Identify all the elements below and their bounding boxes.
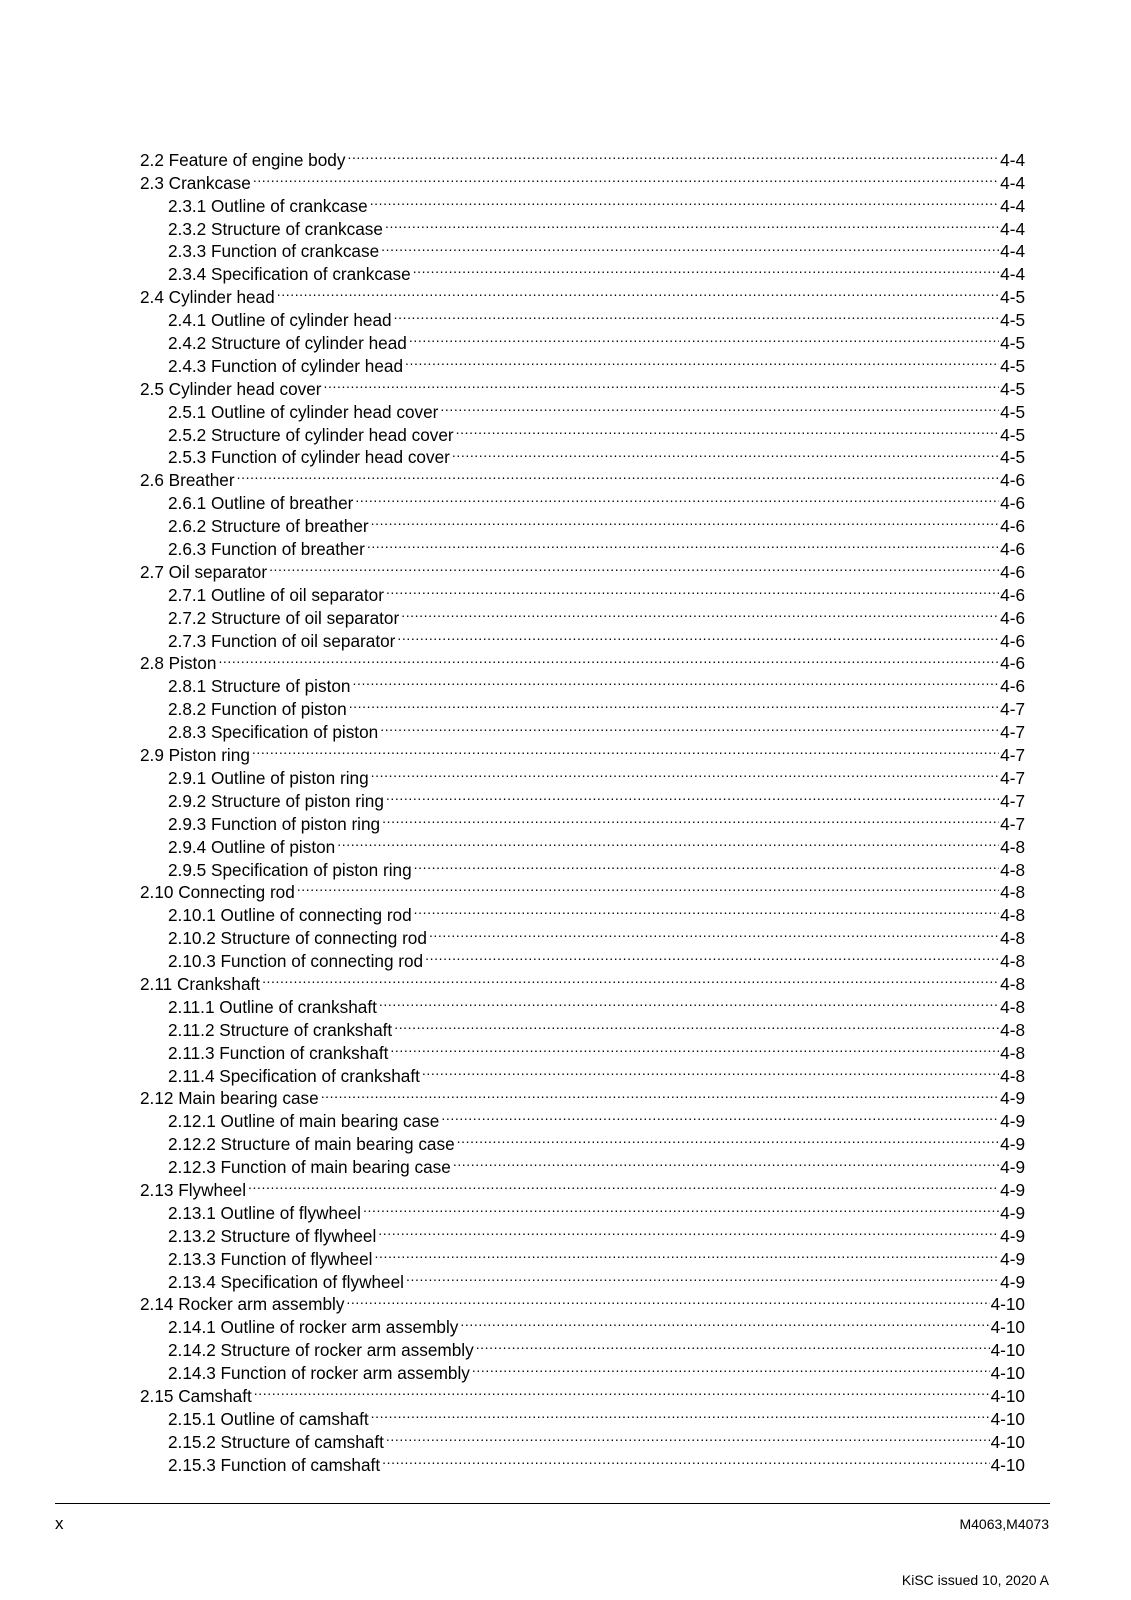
dot-leader — [386, 578, 999, 601]
dot-leader — [385, 212, 999, 235]
dot-leader — [337, 830, 999, 853]
toc-entry-page: 4-4 — [1000, 264, 1025, 285]
toc-entry-title: 2.9 Piston ring — [140, 745, 250, 766]
dot-leader — [382, 807, 999, 830]
toc-entry-title: 2.6 Breather — [140, 470, 235, 491]
toc-entry-title: 2.13.4 Specification of flywheel — [168, 1271, 404, 1292]
toc-entry-title: 2.5.1 Outline of cylinder head cover — [168, 401, 439, 422]
toc-entry-page: 4-6 — [1000, 516, 1025, 537]
dot-leader — [460, 1310, 989, 1333]
dot-leader — [352, 669, 999, 692]
toc-entry-title: 2.5.3 Function of cylinder head cover — [168, 447, 450, 468]
toc-entry-page: 4-6 — [1000, 676, 1025, 697]
toc-entry[interactable] — [140, 990, 1025, 1017]
dot-leader — [321, 1082, 999, 1105]
toc-entry-title: 2.13.3 Function of flywheel — [168, 1248, 373, 1269]
toc-entry-page: 4-10 — [990, 1385, 1025, 1406]
toc-entry[interactable] — [140, 143, 1025, 170]
toc-entry-page: 4-9 — [1000, 1157, 1025, 1178]
dot-leader — [422, 1059, 999, 1082]
toc-entry-page: 4-9 — [1000, 1179, 1025, 1200]
dot-leader — [401, 601, 999, 624]
dot-leader — [441, 1104, 999, 1127]
dot-leader — [349, 692, 999, 715]
toc-entry-page: 4-8 — [1000, 859, 1025, 880]
toc-entry-title: 2.6.1 Outline of breather — [168, 493, 354, 514]
dot-leader — [297, 876, 999, 899]
toc-entry[interactable] — [140, 463, 1025, 491]
toc-entry[interactable] — [140, 647, 1025, 674]
toc-entry-title: 2.11.1 Outline of crankshaft — [168, 996, 377, 1017]
toc-entry-title: 2.8.2 Function of piston — [168, 699, 347, 720]
dot-leader — [452, 441, 999, 464]
dot-leader — [347, 143, 999, 166]
dot-leader — [457, 1127, 1000, 1150]
toc-entry-title: 2.15.2 Structure of camshaft — [168, 1431, 384, 1452]
toc-entry-page: 4-10 — [990, 1408, 1025, 1429]
dot-leader — [370, 189, 999, 212]
dot-leader — [378, 1219, 999, 1242]
toc-entry-title: 2.15.1 Outline of camshaft — [168, 1408, 369, 1429]
dot-leader — [371, 761, 1000, 784]
toc-entry-title: 2.5.2 Structure of cylinder head cover — [168, 424, 454, 445]
toc-entry-page: 4-10 — [990, 1340, 1025, 1361]
toc-entry-page: 4-8 — [1000, 836, 1025, 857]
dot-leader — [355, 486, 999, 509]
toc-entry-title: 2.13.1 Outline of flywheel — [168, 1202, 361, 1223]
toc-entry-page: 4-4 — [1000, 149, 1025, 170]
dot-leader — [262, 967, 999, 990]
toc-entry-page: 4-10 — [990, 1454, 1025, 1475]
toc-entry-page: 4-9 — [1000, 1134, 1025, 1155]
dot-leader — [371, 509, 1000, 532]
toc-entry-title: 2.3.1 Outline of crankcase — [168, 195, 368, 216]
toc-entry-page: 4-7 — [1000, 813, 1025, 834]
toc-entry-title: 2.2 Feature of engine body — [140, 149, 346, 170]
toc-entry-title: 2.10.3 Function of connecting rod — [168, 951, 424, 972]
toc-entry-title: 2.14 Rocker arm assembly — [140, 1294, 345, 1315]
toc-entry-page: 4-6 — [1000, 584, 1025, 605]
toc-entry-page: 4-8 — [1000, 1019, 1025, 1040]
toc-entry-title: 2.3.4 Specification of crankcase — [168, 264, 411, 285]
toc-entry-title: 2.6.3 Function of breather — [168, 539, 365, 560]
dot-leader — [252, 738, 999, 761]
toc-entry-page: 4-5 — [1000, 401, 1025, 422]
toc-entry-title: 2.14.1 Outline of rocker arm assembly — [168, 1317, 459, 1338]
toc-entry-title: 2.7.3 Function of oil separator — [168, 630, 396, 651]
toc-entry-title: 2.13.2 Structure of flywheel — [168, 1225, 377, 1246]
dot-leader — [472, 1356, 990, 1379]
toc-entry-page: 4-7 — [1000, 722, 1025, 743]
toc-entry-title: 2.11.2 Structure of crankshaft — [168, 1019, 393, 1040]
toc-entry-title: 2.9.3 Function of piston ring — [168, 813, 381, 834]
toc-entry[interactable] — [140, 578, 1025, 605]
dot-leader — [379, 990, 999, 1013]
dot-leader — [405, 349, 999, 372]
toc-entry-page: 4-7 — [1000, 790, 1025, 811]
toc-entry[interactable] — [140, 967, 1025, 994]
toc-entry-title: 2.13 Flywheel — [140, 1179, 247, 1200]
toc-entry-page: 4-9 — [1000, 1248, 1025, 1269]
toc-entry-title: 2.14.3 Function of rocker arm assembly — [168, 1363, 470, 1384]
toc-entry[interactable] — [140, 166, 1025, 193]
toc-entry-page: 4-8 — [1000, 973, 1025, 994]
dot-leader — [390, 1036, 999, 1059]
toc-entry-title: 2.8 Piston — [140, 653, 217, 674]
toc-entry-page: 4-6 — [1000, 470, 1025, 491]
issue-info: KiSC issued 10, 2020 A — [901, 1572, 1049, 1588]
toc-entry-page: 4-10 — [990, 1294, 1025, 1315]
toc-entry-page: 4-6 — [1000, 493, 1025, 514]
toc-entry-title: 2.11.4 Specification of crankshaft — [168, 1065, 420, 1086]
page-number: x — [55, 1514, 64, 1533]
toc-entry-page: 4-5 — [1000, 310, 1025, 331]
dot-leader — [380, 715, 999, 738]
toc-entry-page: 4-10 — [990, 1431, 1025, 1452]
toc-entry-page: 4-8 — [1000, 905, 1025, 926]
toc-entry-title: 2.5 Cylinder head cover — [140, 378, 322, 399]
toc-entry-page: 4-10 — [990, 1363, 1025, 1384]
table-of-contents — [140, 143, 1025, 1475]
toc-entry-page: 4-8 — [1000, 1042, 1025, 1063]
toc-entry-page: 4-4 — [1000, 195, 1025, 216]
toc-entry-page: 4-4 — [1000, 172, 1025, 193]
dot-leader — [413, 257, 999, 280]
dot-leader — [386, 1425, 990, 1448]
toc-entry-title: 2.8.1 Structure of piston — [168, 676, 351, 697]
toc-entry[interactable] — [140, 1173, 1025, 1200]
toc-entry-title: 2.4 Cylinder head — [140, 287, 275, 308]
dot-leader — [218, 647, 999, 670]
toc-entry-title: 2.4.1 Outline of cylinder head — [168, 310, 392, 331]
toc-entry-page: 4-5 — [1000, 447, 1025, 468]
toc-entry-page: 4-8 — [1000, 951, 1025, 972]
toc-entry-title: 2.11.3 Function of crankshaft — [168, 1042, 389, 1063]
toc-entry-title: 2.9.1 Outline of piston ring — [168, 767, 369, 788]
toc-entry-page: 4-8 — [1000, 1065, 1025, 1086]
toc-entry-title: 2.12.1 Outline of main bearing case — [168, 1111, 440, 1132]
toc-entry-page: 4-6 — [1000, 607, 1025, 628]
toc-entry-title: 2.9.4 Outline of piston — [168, 836, 336, 857]
dot-leader — [237, 463, 1000, 486]
toc-entry-title: 2.10.1 Outline of connecting rod — [168, 905, 412, 926]
toc-entry-page: 4-5 — [1000, 378, 1025, 399]
dot-leader — [414, 898, 1000, 921]
toc-entry-title: 2.12.2 Structure of main bearing case — [168, 1134, 455, 1155]
toc-entry-title: 2.10.2 Structure of connecting rod — [168, 928, 427, 949]
toc-entry-page: 4-9 — [1000, 1271, 1025, 1292]
toc-entry-title: 2.12 Main bearing case — [140, 1088, 319, 1109]
toc-entry-page: 4-6 — [1000, 539, 1025, 560]
toc-entry-page: 4-6 — [1000, 561, 1025, 582]
dot-leader — [406, 1265, 999, 1288]
toc-entry-page: 4-10 — [990, 1317, 1025, 1338]
dot-leader — [324, 372, 1000, 395]
dot-leader — [367, 532, 999, 555]
dot-leader — [397, 624, 999, 647]
dot-leader — [371, 1402, 990, 1425]
toc-entry-page: 4-7 — [1000, 745, 1025, 766]
dot-leader — [429, 921, 999, 944]
dot-leader — [440, 395, 999, 418]
toc-entry[interactable] — [140, 669, 1025, 697]
toc-entry-title: 2.7.1 Outline of oil separator — [168, 584, 384, 605]
toc-entry-page: 4-6 — [1000, 630, 1025, 651]
dot-leader — [382, 1448, 989, 1471]
toc-entry-page: 4-7 — [1000, 699, 1025, 720]
toc-entry[interactable] — [140, 1196, 1025, 1223]
toc-entry-page: 4-6 — [1000, 653, 1025, 674]
dot-leader — [394, 1013, 999, 1036]
dot-leader — [254, 1379, 990, 1402]
toc-entry-page: 4-8 — [1000, 882, 1025, 903]
footer-divider — [55, 1503, 1050, 1504]
toc-entry-page: 4-5 — [1000, 424, 1025, 445]
dot-leader — [248, 1173, 999, 1196]
dot-leader — [414, 853, 1000, 876]
toc-entry-page: 4-4 — [1000, 218, 1025, 239]
dot-leader — [394, 303, 1000, 326]
toc-entry-page: 4-7 — [1000, 767, 1025, 788]
dot-leader — [476, 1333, 990, 1356]
toc-entry[interactable] — [140, 761, 1025, 788]
toc-entry-title: 2.7.2 Structure of oil separator — [168, 607, 400, 628]
toc-entry-page: 4-4 — [1000, 241, 1025, 262]
toc-entry-title: 2.9.5 Specification of piston ring — [168, 859, 412, 880]
toc-entry[interactable] — [140, 555, 1025, 582]
toc-entry-page: 4-8 — [1000, 928, 1025, 949]
dot-leader — [425, 944, 999, 967]
toc-entry-page: 4-9 — [1000, 1225, 1025, 1246]
toc-entry-title: 2.3.2 Structure of crankcase — [168, 218, 383, 239]
dot-leader — [381, 235, 999, 258]
toc-entry-title: 2.15 Camshaft — [140, 1385, 252, 1406]
toc-entry-page: 4-9 — [1000, 1111, 1025, 1132]
toc-entry[interactable] — [140, 486, 1025, 514]
toc-entry-title: 2.9.2 Structure of piston ring — [168, 790, 384, 811]
dot-leader — [409, 326, 999, 349]
toc-entry[interactable] — [140, 1402, 1025, 1429]
toc-entry-title: 2.7 Oil separator — [140, 561, 268, 582]
dot-leader — [456, 418, 999, 441]
toc-entry[interactable] — [140, 189, 1025, 216]
toc-entry-page: 4-9 — [1000, 1202, 1025, 1223]
toc-entry-title: 2.4.2 Structure of cylinder head — [168, 333, 407, 354]
dot-leader — [386, 784, 999, 807]
toc-entry-page: 4-5 — [1000, 287, 1025, 308]
toc-entry-title: 2.8.3 Specification of piston — [168, 722, 379, 743]
dot-leader — [269, 555, 999, 578]
dot-leader — [253, 166, 999, 189]
toc-entry[interactable] — [140, 1379, 1025, 1406]
dot-leader — [374, 1242, 999, 1265]
toc-entry-title: 2.10 Connecting rod — [140, 882, 295, 903]
toc-entry-title: 2.6.2 Structure of breather — [168, 516, 369, 537]
toc-entry-title: 2.11 Crankshaft — [140, 973, 261, 994]
toc-entry-page: 4-5 — [1000, 333, 1025, 354]
toc-entry-page: 4-9 — [1000, 1088, 1025, 1109]
model-numbers: M4063,M4073 — [959, 1516, 1049, 1532]
toc-entry-title: 2.14.2 Structure of rocker arm assembly — [168, 1340, 474, 1361]
toc-entry[interactable] — [140, 738, 1025, 766]
dot-leader — [277, 280, 999, 303]
toc-entry-title: 2.15.3 Function of camshaft — [168, 1454, 381, 1475]
toc-entry-title: 2.12.3 Function of main bearing case — [168, 1157, 451, 1178]
dot-leader — [453, 1150, 999, 1173]
toc-entry-title: 2.3 Crankcase — [140, 172, 251, 193]
toc-entry-page: 4-8 — [1000, 996, 1025, 1017]
dot-leader — [346, 1288, 989, 1311]
dot-leader — [363, 1196, 999, 1219]
toc-entry-title: 2.3.3 Function of crankcase — [168, 241, 380, 262]
toc-entry-page: 4-5 — [1000, 355, 1025, 376]
toc-entry-title: 2.4.3 Function of cylinder head — [168, 355, 404, 376]
